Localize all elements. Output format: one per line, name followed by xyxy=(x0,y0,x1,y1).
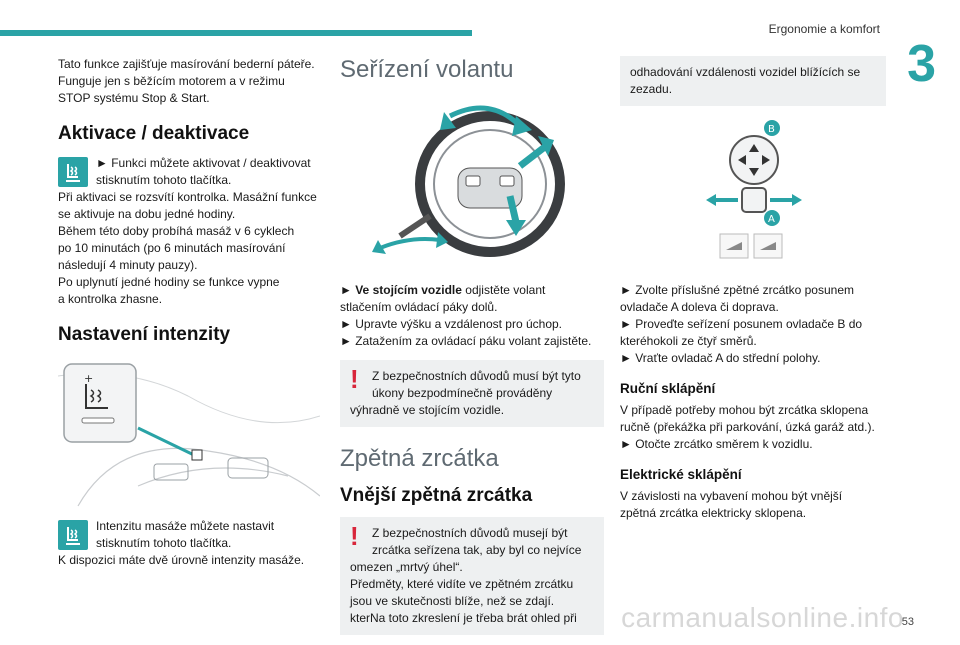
steering-step: stlačením ovládací páky dolů. xyxy=(340,300,498,314)
page-number: 53 xyxy=(901,616,914,628)
manual-folding-text: ► Otočte zrcátko směrem k vozidlu. xyxy=(620,437,813,451)
label-b: B xyxy=(768,124,775,135)
massage-intensity-icon xyxy=(58,520,88,550)
mirror-warning: ! Z bezpečnostních důvodů musejí být zrcátka seřízena tak, aby byl co nejvíce omezen „mrtvý úhel“. Předměty, které vidíte ve zpětném zrcátku jsou ve skutečnosti blíže, než se zdají. kterNa toto zkreslení je třeba brát ohled při xyxy=(340,517,604,635)
activation-body: Při aktivaci se rozsvítí kontrolka. Masážní funkce xyxy=(58,190,317,204)
activation-icon-line xyxy=(58,155,320,189)
activation-icon-text: ► Funkci můžete aktivovat / deaktivovat xyxy=(96,156,311,170)
steering-step: ► Ve stojícím vozidle odjistěte volant xyxy=(340,283,546,297)
svg-text:+: + xyxy=(84,372,94,385)
manual-folding-text: ručně (překážka při parkování, úzká garáž atd.). xyxy=(620,420,875,434)
continued-panel: odhadování vzdálenosti vozidel blížících se zezadu. xyxy=(620,56,886,106)
activation-icon-text: stisknutím tohoto tlačítka. xyxy=(96,173,232,187)
steering-heading: Seřízení volantu xyxy=(340,56,514,83)
steering-step: ► Zatažením za ovládací páku volant zajistěte. xyxy=(340,334,592,348)
intensity-icon-text: stisknutím tohoto tlačítka. xyxy=(96,536,232,550)
chapter-number: 3 xyxy=(907,35,936,93)
electric-folding-text: zpětná zrcátka elektricky sklopena. xyxy=(620,506,807,520)
label-a: A xyxy=(768,214,775,225)
mirror-step: ► Zvolte příslušné zpětné zrcátko posunem xyxy=(620,283,854,297)
intro-line: STOP systému Stop & Start. xyxy=(58,91,210,105)
intensity-icon-text: Intenzitu masáže můžete nastavit xyxy=(96,519,275,533)
steering-wheel-illustration xyxy=(340,96,604,274)
intensity-heading: Nastavení intenzity xyxy=(58,324,231,345)
mirror-step: ► Vraťte ovladač A do střední polohy. xyxy=(620,351,821,365)
manual-folding-text: V případě potřeby mohou být zrcátka sklopena xyxy=(620,403,869,417)
intro-line: Funguje jen s běžícím motorem a v režimu xyxy=(58,74,285,88)
electric-folding-text: V závislosti na vybavení mohou být vnější xyxy=(620,489,843,503)
header-accent-bar xyxy=(0,30,472,36)
activation-body: Po uplynutí jedné hodiny se funkce vypne xyxy=(58,275,280,289)
activation-body: po 10 minutách (po 6 minutách masírování xyxy=(58,241,286,255)
massage-seat-icon xyxy=(58,157,88,187)
intro-line: Tato funkce zajišťuje masírování bederní páteře. xyxy=(58,57,315,71)
column-1 xyxy=(58,56,320,569)
activation-body: následují 4 minuty pauzy). xyxy=(58,258,198,272)
header-title: Ergonomie a komfort xyxy=(768,22,880,36)
mirror-step: ► Proveďte seřízení posunem ovladače B do xyxy=(620,317,863,331)
manual-folding-heading: Ruční sklápění xyxy=(620,381,716,396)
electric-folding-heading: Elektrické sklápění xyxy=(620,467,742,482)
mirror-step: kteréhokoli ze čtyř směrů. xyxy=(620,334,757,348)
activation-body: a kontrolka zhasne. xyxy=(58,292,163,306)
seat-control-illustration xyxy=(58,356,320,518)
mirror-step: ovladače A doleva či doprava. xyxy=(620,300,779,314)
outer-mirrors-heading: Vnější zpětná zrcátka xyxy=(340,485,533,506)
column-3 xyxy=(620,56,886,522)
intensity-body: K dispozici máte dvě úrovně intenzity masáže. xyxy=(58,553,305,567)
activation-heading: Aktivace / deaktivace xyxy=(58,123,250,144)
intensity-icon-line xyxy=(58,518,320,552)
mirror-control-illustration xyxy=(620,106,886,282)
column-2 xyxy=(340,56,604,645)
watermark: carmanualsonline.info xyxy=(621,602,904,633)
warning-icon: ! xyxy=(350,521,359,551)
warning-icon: ! xyxy=(350,364,359,394)
activation-body: Během této doby probíhá masáž v 6 cyklech xyxy=(58,224,295,238)
steering-warning: ! Z bezpečnostních důvodů musí být tyto úkony bezpodmínečně prováděny výhradně ve stojícím vozidle. xyxy=(340,360,604,427)
activation-body: se aktivuje na dobu jedné hodiny. xyxy=(58,207,236,221)
steering-step: ► Upravte výšku a vzdálenost pro úchop. xyxy=(340,317,562,331)
mirrors-heading: Zpětná zrcátka xyxy=(340,445,499,472)
